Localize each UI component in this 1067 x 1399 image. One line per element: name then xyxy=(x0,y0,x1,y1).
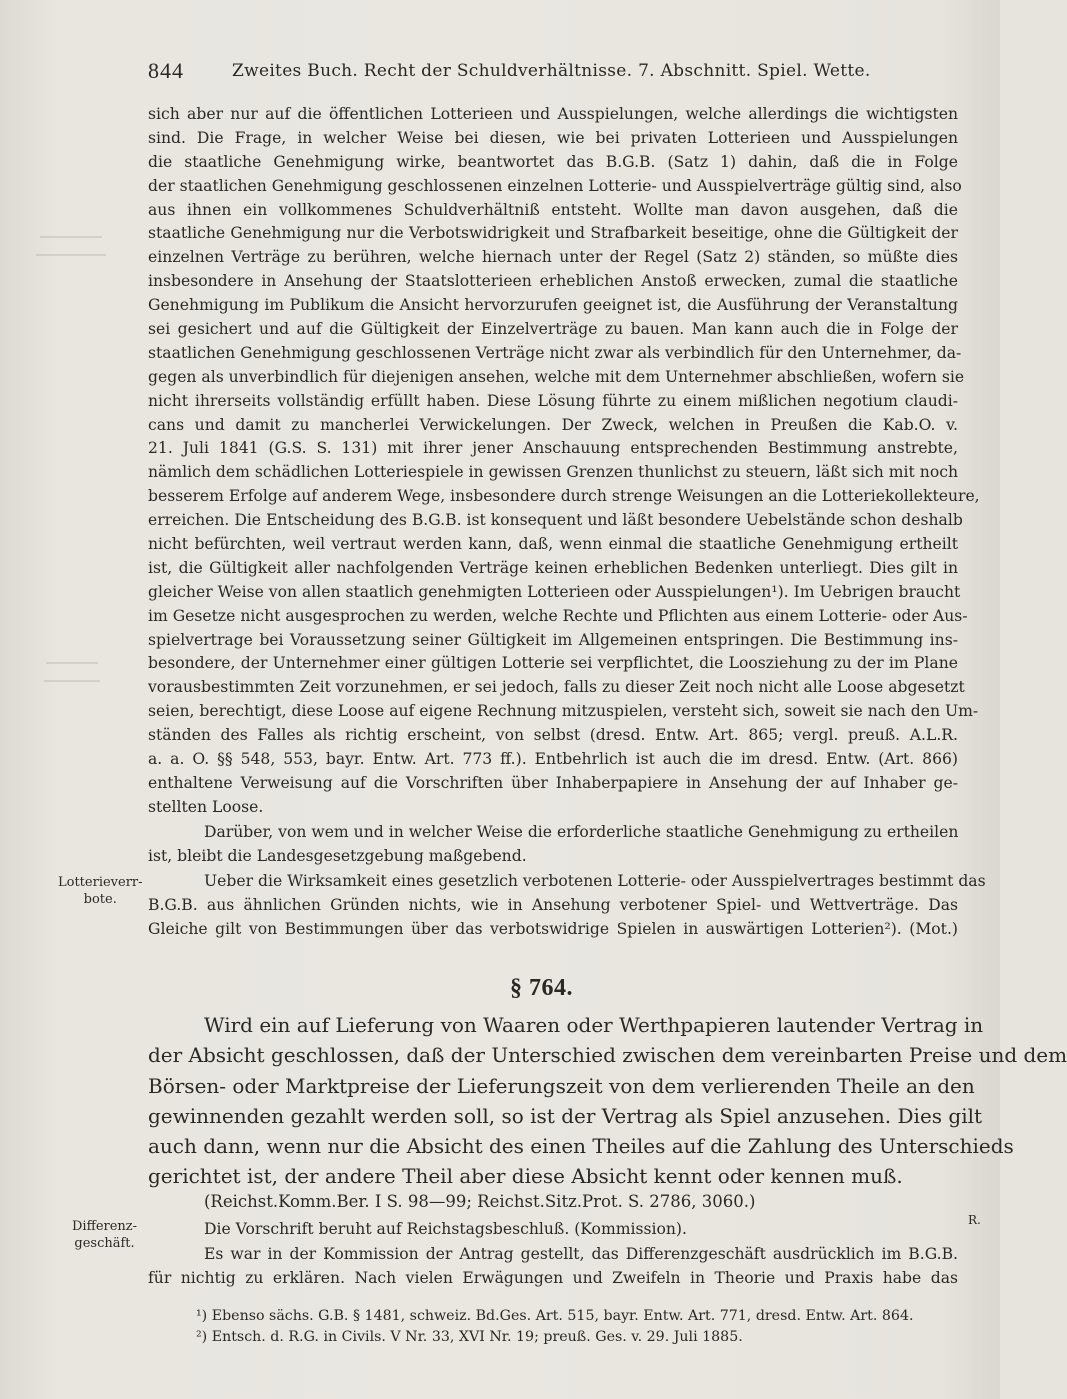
text-line: sei gesichert und auf die Gültigkeit der Einzelverträge zu bauen. Man kann auch die in Folge der xyxy=(148,320,958,339)
text-line: erreichen. Die Entscheidung des B.G.B. ist konsequent und läßt besondere Uebelstände schon deshalb xyxy=(148,511,963,530)
footnote: ²) Entsch. d. R.G. in Civils. V Nr. 33, XVI Nr. 19; preuß. Ges. v. 29. Juli 1885. xyxy=(196,1329,743,1345)
text-line: nicht ihrerseits vollständig erfüllt haben. Diese Lösung führte zu einem mißlichen negotium claudi- xyxy=(148,391,958,410)
text-line: gleicher Weise von allen staatlich genehmigten Lotterieen oder Ausspielungen¹). Im Uebrigen braucht xyxy=(148,582,961,601)
statute-line: gerichtet ist, der andere Theil aber diese Absicht kennt oder kennen muß. xyxy=(148,1164,903,1189)
text-line: staatlichen Genehmigung geschlossenen Verträge nicht zwar als verbindlich für den Unternehmer, da- xyxy=(148,343,962,362)
running-head: Zweites Buch. Recht der Schuldverhältnisse. 7. Abschnitt. Spiel. Wette. xyxy=(232,61,871,81)
page-header xyxy=(148,58,871,88)
text-line: ständen des Falles als richtig erscheint, von selbst (dresd. Entw. Art. 865; vergl. preuß. A.L.R. xyxy=(148,726,958,745)
text-line: im Gesetze nicht ausgesprochen zu werden, welche Rechte und Pflichten aus einem Lotterie- oder Aus- xyxy=(148,606,968,625)
statute-line: Börsen- oder Marktpreise der Lieferungszeit von dem verlierenden Theile an den xyxy=(148,1073,975,1098)
text-line: spielvertrage bei Voraussetzung seiner Gültigkeit im Allgemeinen entspringen. Die Bestimmung ins- xyxy=(148,630,958,649)
section-heading: § 764. xyxy=(510,975,573,1001)
margin-mark-r: R. xyxy=(968,1213,981,1227)
text-line: staatliche Genehmigung nur die Verbotswidrigkeit und Strafbarkeit beseitige, ohne die Gültigkeit der xyxy=(148,224,958,243)
text-line: Es war in der Kommission der Antrag gestellt, das Differenzgeschäft ausdrücklich im B.G.B. xyxy=(204,1244,958,1263)
statute-line: auch dann, wenn nur die Absicht des einen Theiles auf die Zahlung des Unterschieds xyxy=(148,1134,1014,1159)
show-through-mark xyxy=(44,680,100,682)
text-line: einzelnen Verträge zu berühren, welche hiernach unter der Regel (Satz 2) ständen, so müßte dies xyxy=(148,248,958,267)
statute-text xyxy=(148,1010,1067,1192)
text-line: insbesondere in Ansehung der Staatslotterieen erheblichen Anstoß erwecken, zumal die staatliche xyxy=(148,272,958,291)
footnotes xyxy=(196,1306,966,1348)
text-line: cans und damit zu mancherlei Verwickelungen. Der Zweck, welchen in Preußen die Kab.O. v. xyxy=(148,415,958,434)
text-line: 21. Juli 1841 (G.S. S. 131) mit ihrer jener Anschauung entsprechenden Bestimmung anstrebte, xyxy=(148,439,958,458)
margin-note-differenz-geschaeft: Differenz- geschäft. xyxy=(72,1219,138,1251)
text-line: enthaltene Verweisung auf die Vorschriften über Inhaberpapiere in Ansehung der auf Inhaber ge- xyxy=(148,773,958,792)
show-through-mark xyxy=(36,254,106,256)
paragraph-prohibited-lotteries xyxy=(148,870,986,942)
text-line: die staatliche Genehmigung wirke, beantwortet das B.G.B. (Satz 1) dahin, daß die in Folge xyxy=(148,152,958,171)
statute-line: der Absicht geschlossen, daß der Unterschied zwischen dem vereinbarten Preise und dem xyxy=(148,1043,1067,1068)
text-line: für nichtig zu erklären. Nach vielen Erwägungen und Zweifeln in Theorie und Praxis habe das xyxy=(148,1269,958,1287)
text-line: nicht befürchten, weil vertraut werden kann, daß, wenn einmal die staatliche Genehmigung ertheilt xyxy=(148,535,958,554)
text-line: stellten Loose. xyxy=(148,797,264,816)
text-line: ist, die Gültigkeit aller nachfolgenden Verträge keinen erheblichen Bedenken unterliegt. Dies gilt in xyxy=(148,558,958,577)
paragraph-state-approval xyxy=(148,821,958,869)
text-line: der staatlichen Genehmigung geschlossenen einzelnen Lotterie- und Ausspielverträge gültig sind, also xyxy=(148,176,962,195)
text-line: seien, berechtigt, diese Loose auf eigene Rechnung mitzuspielen, versteht sich, soweit sie nach den Um- xyxy=(148,702,979,721)
text-line: Ueber die Wirksamkeit eines gesetzlich verbotenen Lotterie- oder Ausspielvertrages bestimmt das xyxy=(204,872,986,890)
statute-line: gewinnenden gezahlt werden soll, so ist der Vertrag als Spiel anzusehen. Dies gilt xyxy=(148,1103,983,1128)
text-line: besondere, der Unternehmer einer gültigen Lotterie sei verpflichtet, die Loosziehung zu der im Plane xyxy=(148,654,958,673)
statute-line: Wird ein auf Lieferung von Waaren oder Werthpapieren lautender Vertrag in xyxy=(204,1013,984,1037)
footnote: ¹) Ebenso sächs. G.B. § 1481, schweiz. Bd.Ges. Art. 515, bayr. Entw. Art. 771, dresd. Entw. Art. 864. xyxy=(196,1308,914,1324)
text-line: Darüber, von wem und in welcher Weise die erforderliche staatliche Genehmigung zu ertheilen xyxy=(204,823,959,841)
commentary xyxy=(148,1217,958,1291)
text-line: B.G.B. aus ähnlichen Gründen nichts, wie in Ansehung verbotener Spiel- und Wettverträge. Das xyxy=(148,895,958,914)
text-line: sich aber nur auf die öffentlichen Lotterieen und Ausspielungen, welche allerdings die wichtigsten xyxy=(148,105,958,123)
margin-note-lotterie-verbote: Lotterieverr- bote. xyxy=(58,875,143,907)
text-line: sind. Die Frage, in welcher Weise bei diesen, wie bei privaten Lotterieen und Ausspielungen xyxy=(148,128,958,147)
text-line: Gleiche gilt von Bestimmungen über das verbotswidrige Spielen in auswärtigen Lotterien²). (Mot.) xyxy=(148,919,958,938)
text-line: a. a. O. §§ 548, 553, bayr. Entw. Art. 773 ff.). Entbehrlich ist auch die im dresd. Entw. (Art. 866) xyxy=(148,750,958,769)
text-line: ist, bleibt die Landesgesetzgebung maßgebend. xyxy=(148,846,527,865)
text-line: gegen als unverbindlich für diejenigen ansehen, welche mit dem Unternehmer abschließen, wofern sie xyxy=(148,367,965,386)
citation: (Reichst.Komm.Ber. I S. 98—99; Reichst.Sitz.Prot. S. 2786, 3060.) xyxy=(204,1192,756,1211)
show-through-mark xyxy=(46,662,98,664)
text-line: aus ihnen ein vollkommenes Schuldverhältniß entsteht. Wollte man davon ausgehen, daß die xyxy=(148,200,958,219)
show-through-mark xyxy=(40,236,102,238)
text-line: besserem Erfolge auf anderem Wege, insbesondere durch strenge Weisungen an die Lotteriekollekteure, xyxy=(148,487,980,506)
page-number: 844 xyxy=(148,58,184,83)
text-line: Genehmigung im Publikum die Ansicht hervorzurufen geeignet ist, die Ausführung der Veranstaltung xyxy=(148,296,958,315)
text-line: Die Vorschrift beruht auf Reichstagsbeschluß. (Kommission). xyxy=(204,1220,687,1238)
text-line: vorausbestimmten Zeit vorzunehmen, er sei jedoch, falls zu dieser Zeit noch nicht alle Loose abgesetzt xyxy=(148,678,965,697)
paragraph-lotteries xyxy=(148,103,980,820)
text-line: nämlich dem schädlichen Lotteriespiele in gewissen Grenzen thunlichst zu steuern, läßt sich mit noch xyxy=(148,463,958,482)
